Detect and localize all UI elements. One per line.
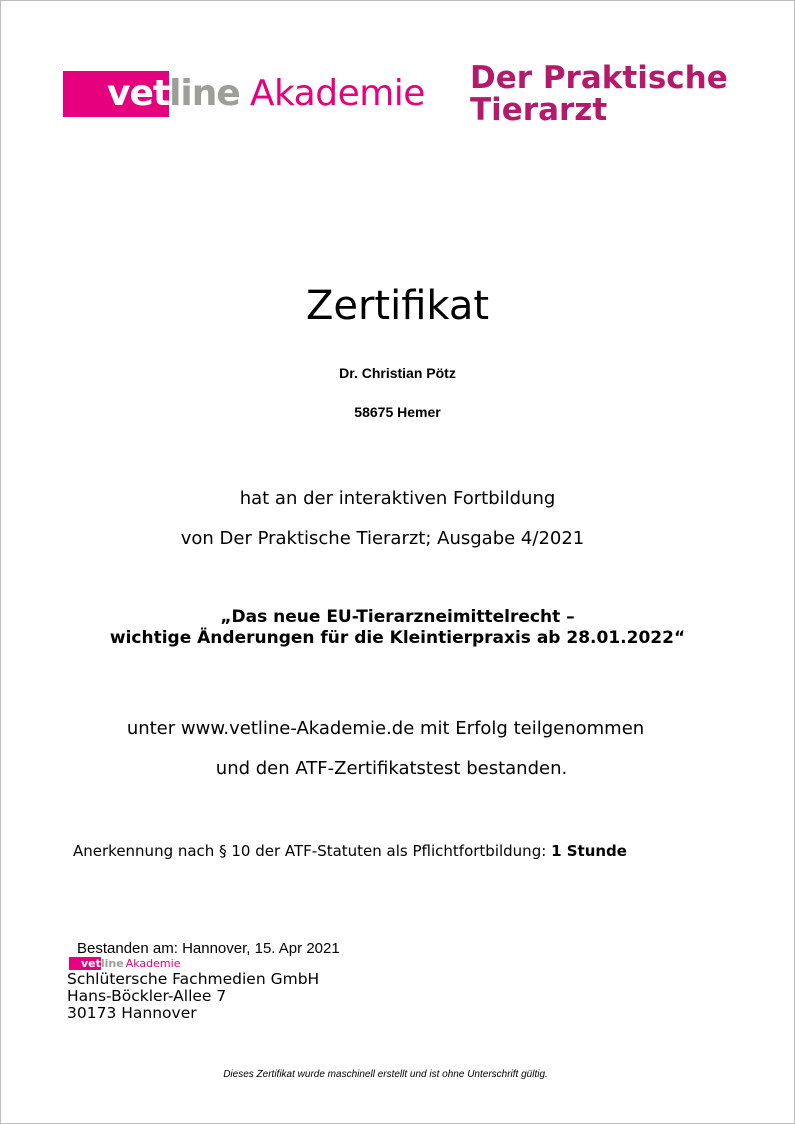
publisher-street: Hans-Böckler-Allee 7 bbox=[67, 987, 227, 1005]
publisher-name: Schlütersche Fachmedien GmbH bbox=[67, 970, 320, 988]
passed-date: Bestanden am: Hannover, 15. Apr 2021 bbox=[77, 940, 340, 957]
recipient-name: Dr. Christian Pötz bbox=[339, 365, 456, 381]
participation-line-4: und den ATF-Zertifikatstest bestanden. bbox=[215, 758, 568, 779]
publisher-city: 30173 Hannover bbox=[67, 1004, 197, 1022]
certificate-title: Zertifikat bbox=[305, 283, 490, 329]
logo-akademie-text: Akademie bbox=[249, 73, 425, 114]
recipient-city: 58675 Hemer bbox=[354, 404, 441, 420]
participation-line-2: von Der Praktische Tierarzt; Ausgabe 4/2021 bbox=[180, 528, 585, 549]
magazine-logo-line2: Tierarzt bbox=[470, 92, 608, 128]
small-vetline-logo bbox=[69, 956, 180, 970]
footer-note: Dieses Zertifikat wurde maschinell erstellt und ist ohne Unterschrift gültig. bbox=[223, 1069, 548, 1080]
recognition-statement bbox=[73, 842, 627, 860]
vetline-akademie-logo bbox=[63, 70, 425, 118]
logo-vet-text: vet bbox=[63, 71, 169, 117]
magazine-logo-line1: Der Praktische bbox=[470, 60, 728, 96]
participation-line-1: hat an der interaktiven Fortbildung bbox=[239, 488, 556, 509]
recognition-hours: 1 Stunde bbox=[551, 842, 627, 860]
participation-line-3: unter www.vetline-Akademie.de mit Erfolg teilgenommen bbox=[126, 718, 645, 739]
course-title-line-2: wichtige Änderungen für die Kleintierpraxis ab 28.01.2022“ bbox=[109, 628, 686, 648]
small-logo-line: line bbox=[100, 956, 124, 970]
logo-line-text: line bbox=[169, 73, 240, 114]
small-logo-akademie: Akademie bbox=[125, 956, 181, 970]
course-title bbox=[0, 607, 795, 649]
recognition-text: Anerkennung nach § 10 der ATF-Statuten als Pflichtfortbildung: bbox=[73, 842, 547, 860]
der-praktische-tierarzt-logo bbox=[470, 62, 728, 126]
small-logo-vet: vet bbox=[69, 957, 101, 970]
publisher-address bbox=[67, 971, 319, 1022]
course-title-line-1: „Das neue EU-Tierarzneimittelrecht – bbox=[220, 607, 575, 627]
